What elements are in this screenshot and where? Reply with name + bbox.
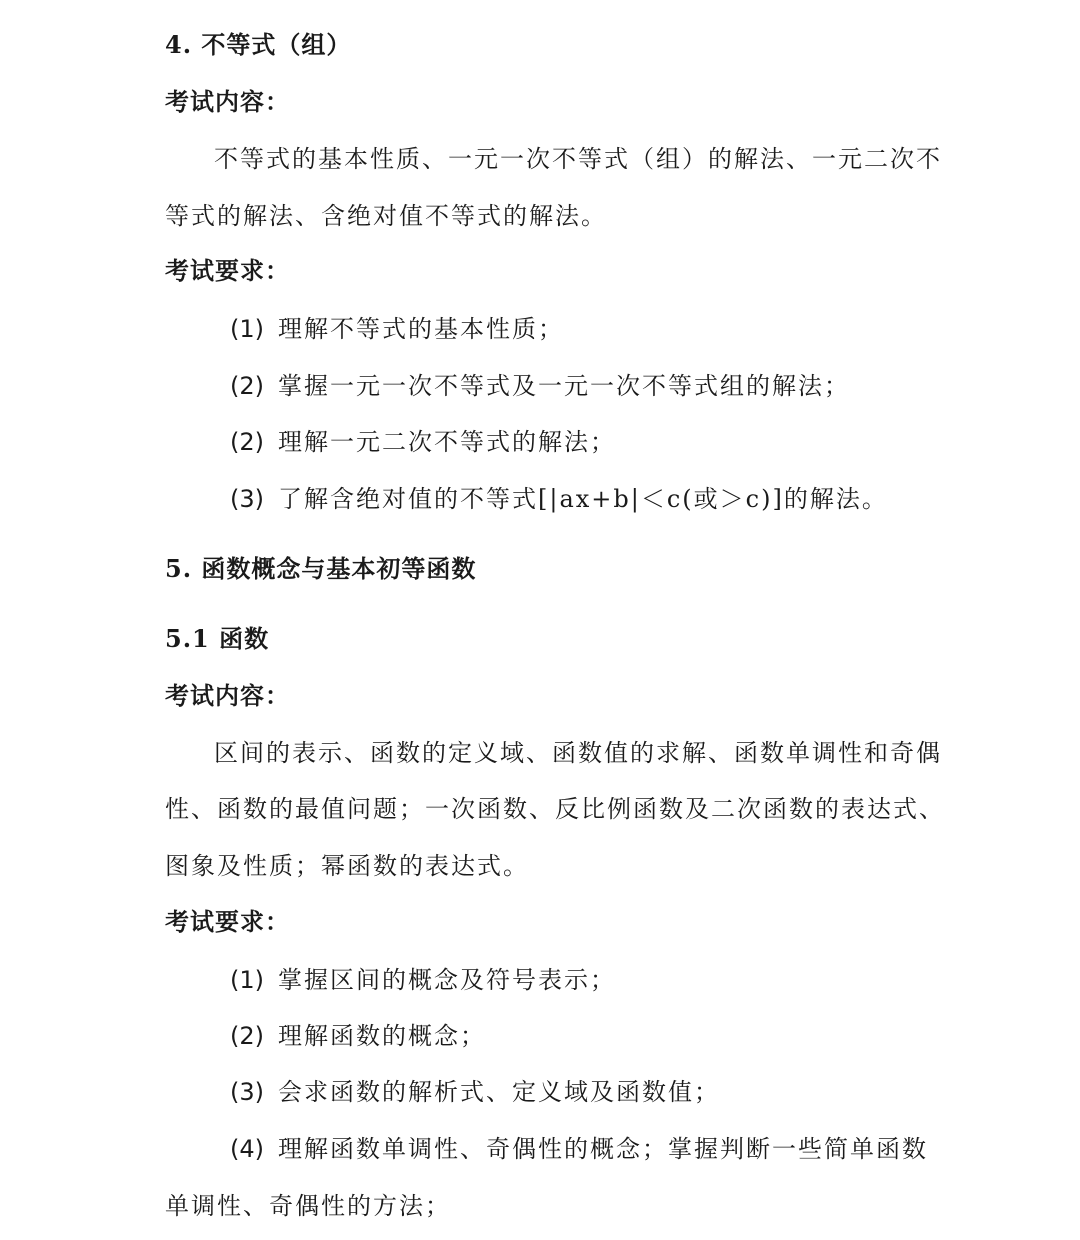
section-4-requirement-3 bbox=[230, 425, 616, 459]
section-5-1-title: 5.1 函数 bbox=[165, 624, 270, 653]
section-5-content-line-3: 图象及性质；幂函数的表达式。 bbox=[165, 852, 529, 880]
requirement-number: (3) bbox=[230, 1078, 264, 1106]
section-4-content-line-1: 不等式的基本性质、一元一次不等式（组）的解法、一元二次不 bbox=[214, 145, 942, 173]
requirement-text: 会求函数的解析式、定义域及函数值； bbox=[278, 1078, 720, 1106]
section-5-requirement-1 bbox=[230, 963, 616, 997]
requirement-text: 理解函数的概念； bbox=[278, 1022, 486, 1050]
requirement-number: (1) bbox=[230, 966, 264, 994]
section-5-requirement-4 bbox=[230, 1132, 928, 1166]
requirement-text: 了解含绝对值的不等式[|ax+b|＜c(或＞c)]的解法。 bbox=[278, 485, 888, 513]
requirement-text: 理解不等式的基本性质； bbox=[278, 315, 564, 343]
section-5-content-label: 考试内容： bbox=[165, 681, 290, 710]
section-4-content-label: 考试内容： bbox=[165, 87, 290, 116]
requirement-text: 理解一元二次不等式的解法； bbox=[278, 428, 616, 456]
section-4-requirement-2 bbox=[230, 369, 850, 403]
section-5-content-line-2: 性、函数的最值问题；一次函数、反比例函数及二次函数的表达式、 bbox=[165, 795, 945, 823]
section-5-requirement-2 bbox=[230, 1019, 486, 1053]
requirement-number: (2) bbox=[230, 428, 264, 456]
section-4-requirement-1 bbox=[230, 312, 564, 346]
requirement-number: (4) bbox=[230, 1135, 264, 1163]
section-5-title: 5. 函数概念与基本初等函数 bbox=[165, 554, 477, 583]
section-5-requirement-3 bbox=[230, 1075, 720, 1109]
requirement-number: (2) bbox=[230, 1022, 264, 1050]
requirement-text: 掌握一元一次不等式及一元一次不等式组的解法； bbox=[278, 372, 850, 400]
requirement-number: (2) bbox=[230, 372, 264, 400]
section-4-content-line-2: 等式的解法、含绝对值不等式的解法。 bbox=[165, 202, 607, 230]
requirement-number: (3) bbox=[230, 485, 264, 513]
section-4-requirements-label: 考试要求： bbox=[165, 256, 290, 285]
requirement-number: (1) bbox=[230, 315, 264, 343]
section-5-content-line-1: 区间的表示、函数的定义域、函数值的求解、函数单调性和奇偶 bbox=[214, 739, 942, 767]
section-4-title: 4. 不等式（组） bbox=[165, 30, 352, 59]
section-4-requirement-4 bbox=[230, 482, 888, 516]
section-5-requirement-4-continuation: 单调性、奇偶性的方法； bbox=[165, 1192, 451, 1220]
requirement-text: 掌握区间的概念及符号表示； bbox=[278, 966, 616, 994]
requirement-text: 理解函数单调性、奇偶性的概念；掌握判断一些简单函数 bbox=[278, 1135, 928, 1163]
section-5-requirements-label: 考试要求： bbox=[165, 907, 290, 936]
